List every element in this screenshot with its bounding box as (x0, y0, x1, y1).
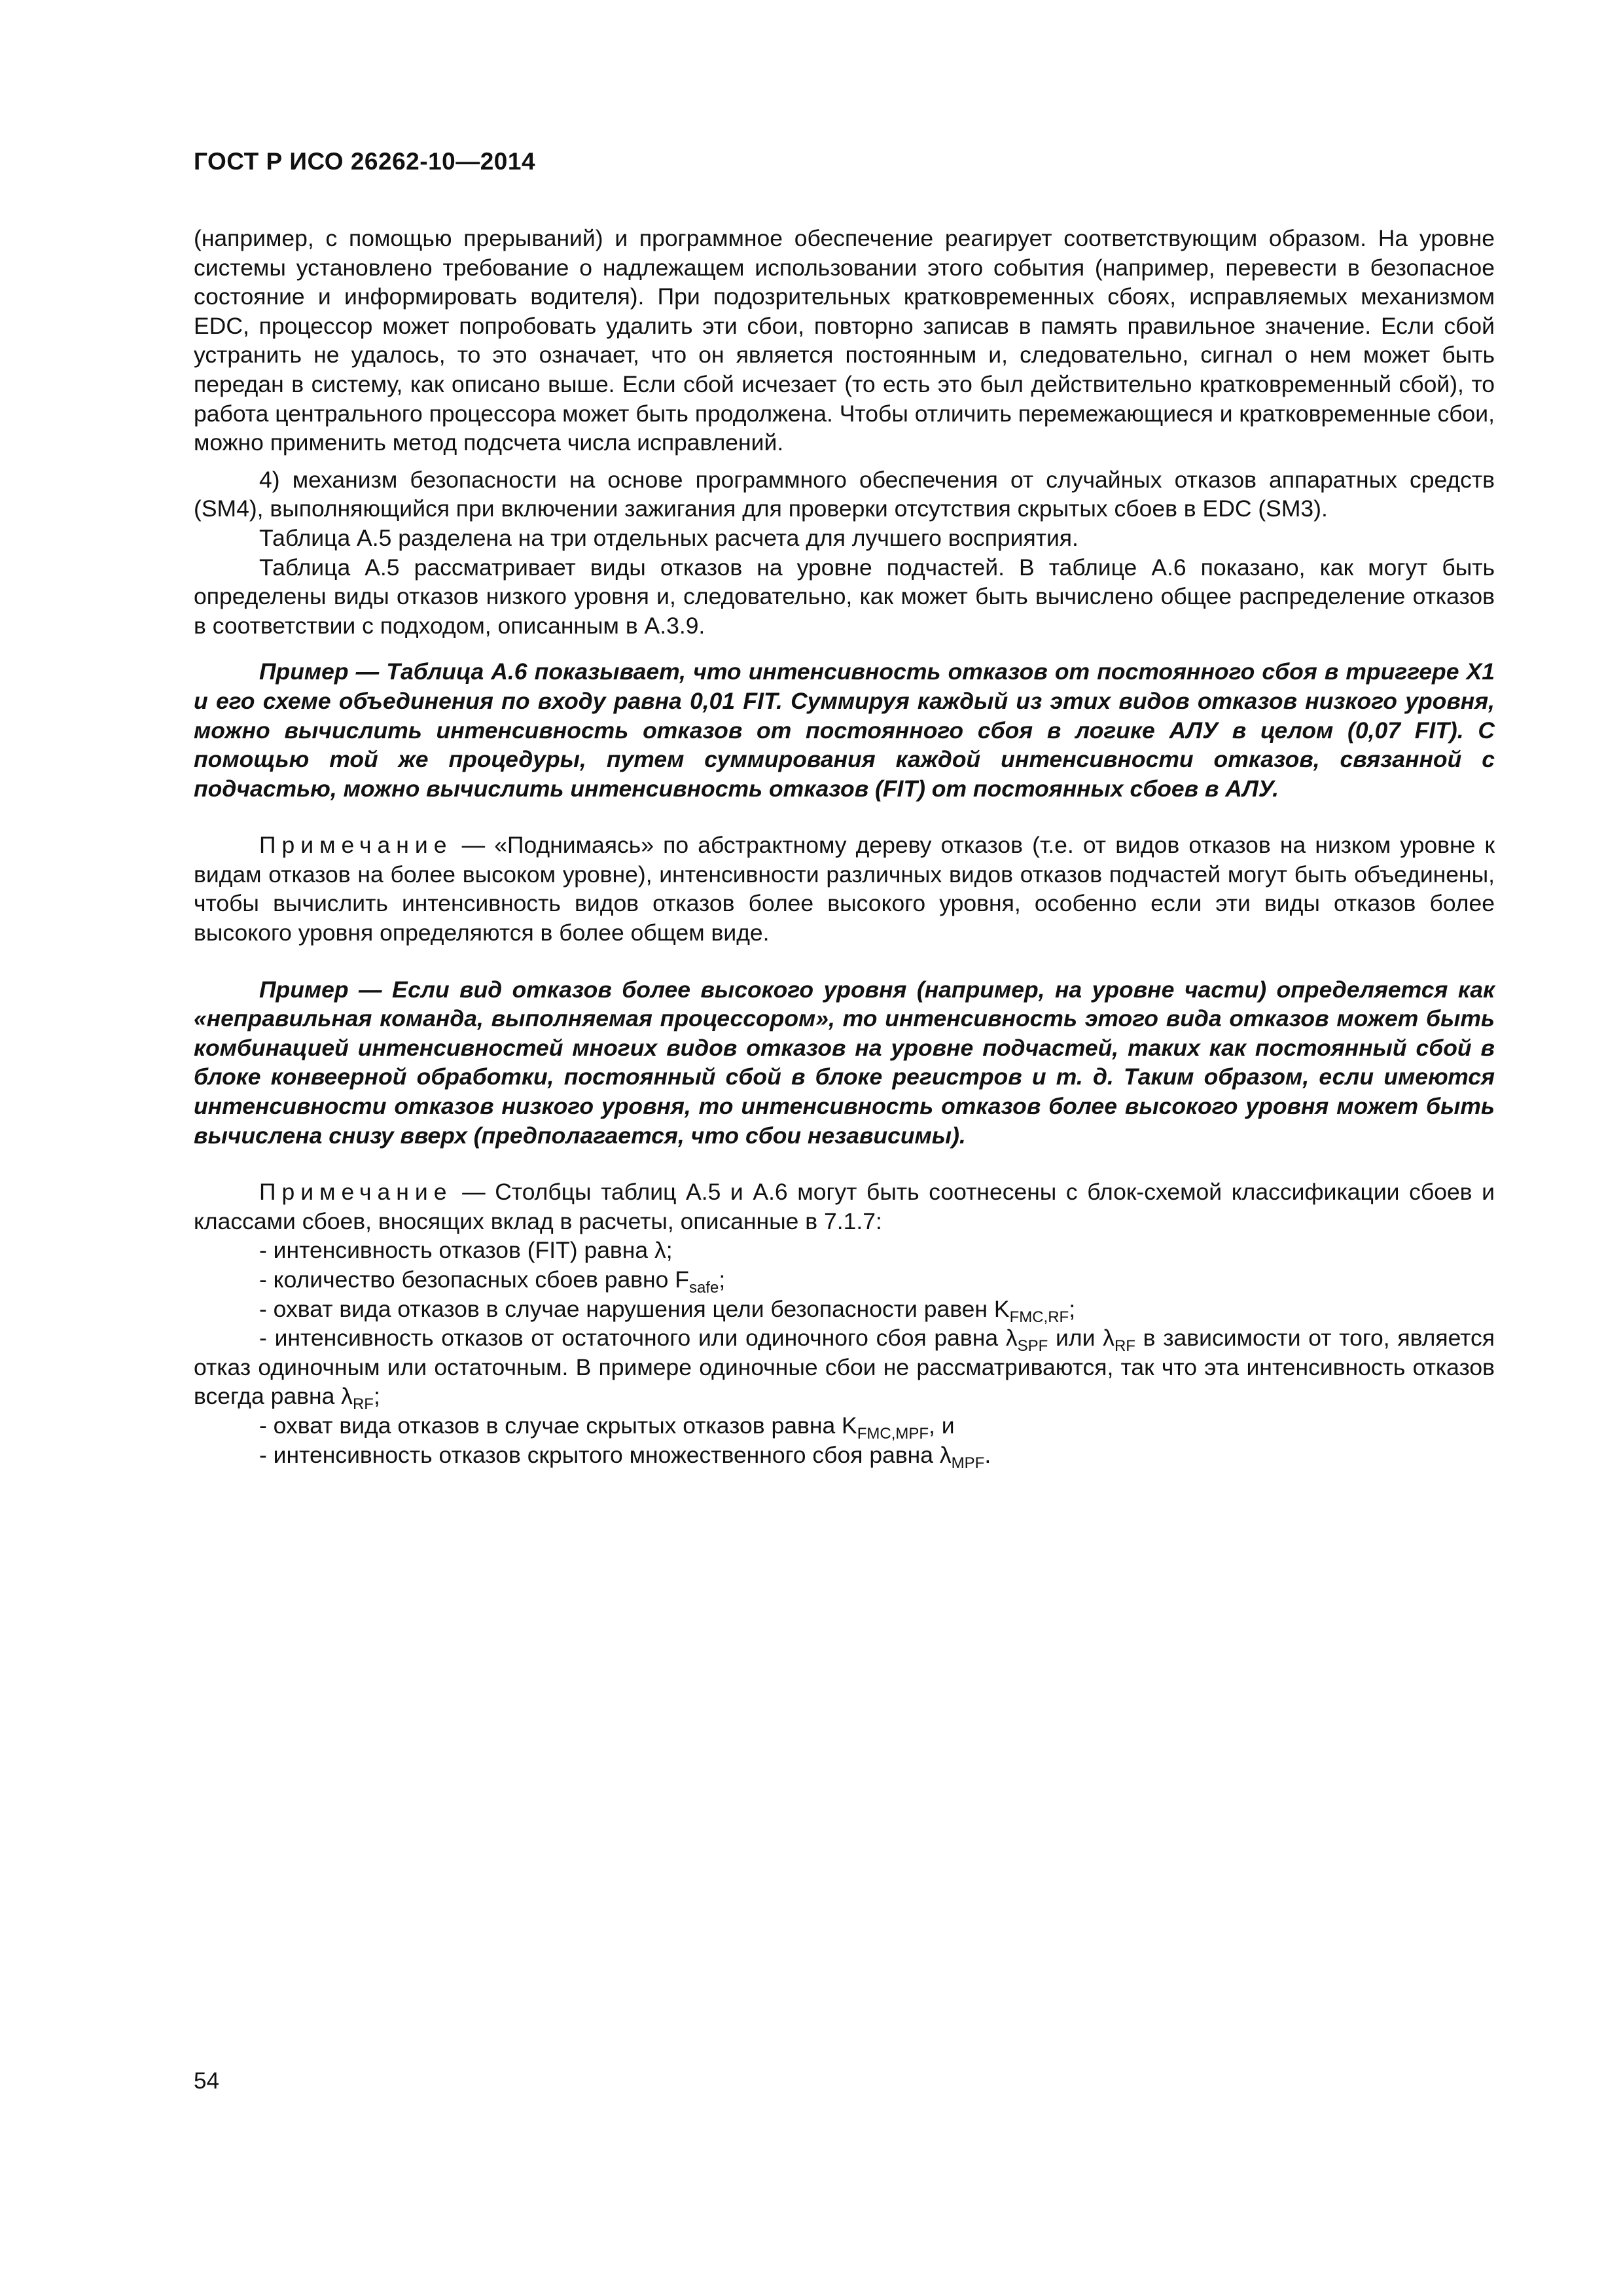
paragraph-continuation: (например, с помощью прерываний) и программное обеспечение реагирует соответствующим образом. На уровне системы установлено требование о надлежащем использовании этого события (например, перевести в безопасное состояние и информировать водителя). При подозрительных кратковременных сбоях, исправляемых механизмом EDC, процессор может попробовать удалить эти сбои, повторно записав в память правильное значение. Если сбой устранить не удалось, то это означает, что он является постоянным и, следовательно, сигнал о нем может быть передан в систему, как описано выше. Если сбой исчезает (то есть это был действительно кратковременный сбой), то работа центрального процессора может быть продолжена. Чтобы отличить перемежающиеся и кратковременные сбои, можно применить метод подсчета числа исправлений. (194, 225, 1495, 456)
note-1-text: — «Поднимаясь» по абстрактному дереву отказов (т.е. от видов отказов на низком уровне к видам отказов на более высоком уровне), интенсивности различных видов отказов подчастей могут быть объединены, чтобы вычислить интенсивность видов отказов более высокого уровня, особенно если эти виды отказов более высокого уровня определяются в более общем виде. (194, 832, 1495, 946)
document-body (194, 224, 1495, 1472)
list-item-kfmc-mpf: - охват вида отказов в случае скрытых отказов равна $K_{FMC,MPF}$, и (259, 1412, 955, 1443)
list-item-fsafe: - количество безопасных сбоев равно $F_{safe}$; (259, 1266, 726, 1297)
list-item-lambda-spf: - интенсивность отказов от остаточного или одиночного сбоя равна $\lambda_{SPF}$ или $\lambda_{RF}$ в зависимости от того, является отказ одиночным или остаточным. В примере одиночные сбои не рассматриваются, так что эта интенсивность отказов всегда равна $\lambda_{RF}$; (194, 1325, 1495, 1414)
note-1 (194, 831, 1495, 947)
paragraph-item-4: 4) механизм безопасности на основе программного обеспечения от случайных отказов аппаратных средств (SM4), выполняющийся при включении зажигания для проверки отсутствия скрытых сбоев в EDC (SM3). (194, 466, 1495, 522)
list-item-lambda-mpf: - интенсивность отказов скрытого множественного сбоя равна $\lambda_{MPF}$. (259, 1441, 991, 1472)
paragraph-table-a5-description: Таблица А.5 рассматривает виды отказов на уровне подчастей. В таблице А.6 показано, как могут быть определены виды отказов низкого уровня и, следовательно, как может быть вычислено общее распределение отказов в соответствии с подходом, описанным в А.3.9. (194, 554, 1495, 639)
note-2 (194, 1177, 1495, 1236)
note-2-text: — Столбцы таблиц А.5 и А.6 могут быть соотнесены с блок-схемой классификации сбоев и классами сбоев, вносящих вклад в расчеты, описанные в 7.1.7: (194, 1179, 1495, 1234)
note-1-label: Примечание (259, 832, 453, 859)
page-number: 54 (194, 2068, 219, 2094)
paragraph-table-a5-split: Таблица А.5 разделена на три отдельных расчета для лучшего восприятия. (259, 524, 1079, 551)
list-item-fit: - интенсивность отказов (FIT) равна λ; (259, 1237, 673, 1264)
example-1: Пример — Таблица А.6 показывает, что интенсивность отказов от постоянного сбоя в триггере Х1 и его схеме объединения по входу равна 0,01 FIT. Суммируя каждый из этих видов отказов низкого уровня, можно вычислить интенсивность отказов от постоянного сбоя в логике АЛУ в целом (0,07 FIT). С помощью той же процедуры, путем суммирования каждой интенсивности отказов, связанной с подчастью, можно вычислить интенсивность отказов (FIT) от постоянных сбоев в АЛУ. (194, 658, 1495, 802)
example-2: Пример — Если вид отказов более высокого уровня (например, на уровне части) определяется как «неправильная команда, выполняемая процессором», то интенсивность этого вида отказов может быть комбинацией интенсивностей многих видов отказов на уровне подчастей, таких как постоянный сбой в блоке конвеерной обработки, постоянный сбой в блоке регистров и т. д. Таким образом, если имеются интенсивности отказов низкого уровня, то интенсивность отказов более высокого уровня может быть вычислена снизу вверх (предполагается, что сбои независимы). (194, 976, 1495, 1149)
document-header: ГОСТ Р ИСО 26262-10—2014 (194, 148, 536, 175)
list-item-kfmc-rf: - охват вида отказов в случае нарушения цели безопасности равен $K_{FMC,RF}$; (259, 1295, 1076, 1326)
note-2-label: Примечание (259, 1179, 453, 1206)
